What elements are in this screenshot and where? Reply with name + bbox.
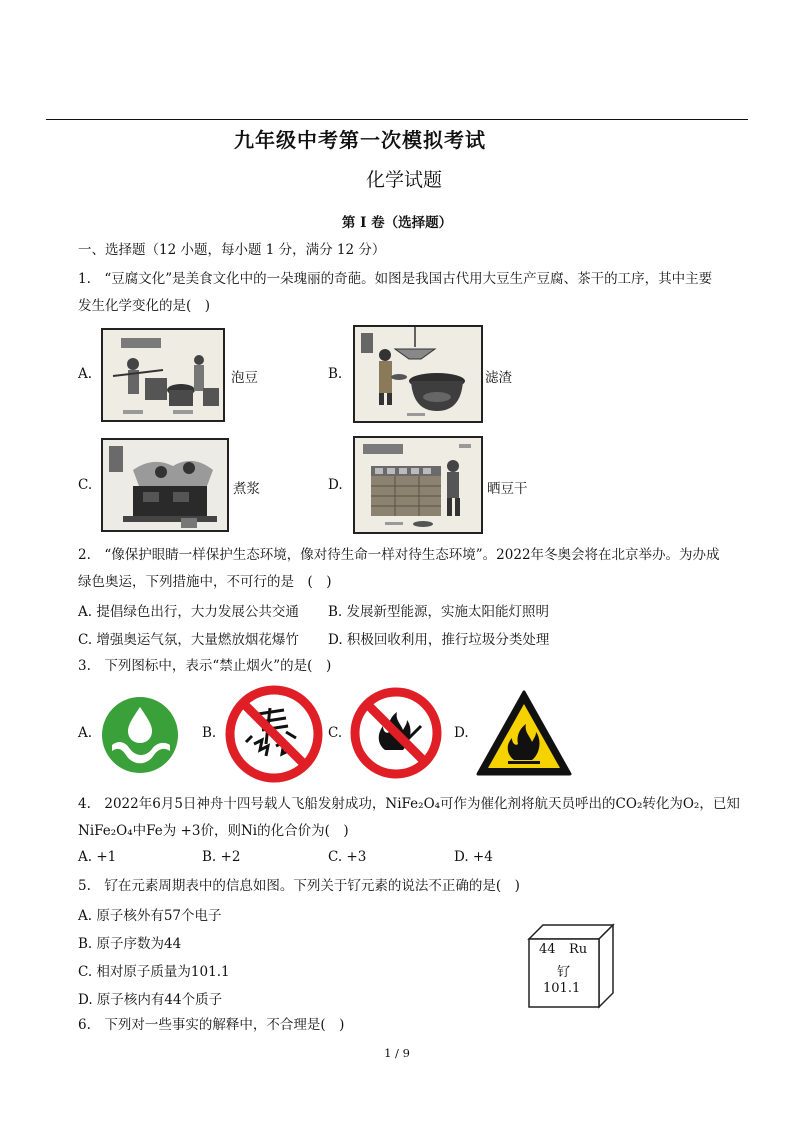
q5-option-d: D. 原子核内有44个质子 [78,992,223,1008]
element-symbol: Ru [569,942,588,957]
q3-option-a-letter: A. [78,725,93,741]
q1-option-a-letter: A. [78,366,93,382]
water-saving-sign-icon [100,695,180,775]
q4-stem-line2: NiFe₂O₄中Fe为 +3价，则Ni的化合价为( ) [78,823,349,839]
soaking-beans-illustration [101,328,225,422]
q2-option-d: D. 积极回收利用，推行垃圾分类处理 [328,632,550,648]
q1-stem-line1: 1. “豆腐文化”是美食文化中的一朵瑰丽的奇葩。如图是我国古代用大豆生产豆腐、茶干的工序，其中主要 [78,271,713,287]
paper-heading: 第 I 卷（选择题） [341,215,453,231]
filtering-residue-illustration [353,325,483,423]
q3-option-b-letter: B. [202,725,217,741]
q2-option-c: C. 增强奥运气氛，大量燃放烟花爆竹 [78,632,299,648]
no-firecrackers-sign-icon [224,684,324,784]
q4-stem-line1: 4. 2022年6月5日神舟十四号载人飞船发射成功，NiFe₂O₄可作为催化剂将航天员呼出的CO₂转化为O₂，已知 [78,796,740,812]
section-heading: 一、选择题（12 小题，每小题 1 分，满分 12 分） [78,242,386,258]
q3-option-c-letter: C. [328,725,343,741]
q6-stem-line1: 6. 下列对一些事实的解释中，不合理是( ) [78,1017,345,1033]
q1-option-c-letter: C. [78,477,93,493]
q4-option-a: A. +1 [78,849,117,865]
q2-option-b: B. 发展新型能源，实施太阳能灯照明 [328,604,550,620]
q5-option-c: C. 相对原子质量为101.1 [78,964,230,980]
q1-option-d-letter: D. [328,477,343,493]
q5-option-b: B. 原子序数为44 [78,936,182,952]
header-rule [46,119,748,120]
q3-stem-line1: 3. 下列图标中，表示“禁止烟火”的是( ) [78,658,332,674]
atomic-mass: 101.1 [543,981,581,996]
flammable-warning-sign-icon [474,688,574,778]
q3-option-d-letter: D. [454,725,469,741]
exam-title: 九年级中考第一次模拟考试 [234,128,486,152]
q5-stem-line1: 5. 钌在元素周期表中的信息如图。下列关于钌元素的说法不正确的是( ) [78,878,520,894]
q2-stem-line2: 绿色奥运，下列措施中，不可行的是 ( ) [78,574,332,590]
page-number: 1 / 9 [384,1046,410,1060]
q1-option-d-caption: 晒豆干 [487,481,528,497]
q2-option-a: A. 提倡绿色出行，大力发展公共交通 [78,604,299,620]
q1-option-b-caption: 滤渣 [485,370,512,386]
element-name: 钌 [557,965,571,980]
drying-tofu-illustration [353,436,483,534]
q1-option-a-caption: 泡豆 [231,370,258,386]
exam-subject: 化学试题 [366,169,443,191]
q4-option-c: C. +3 [328,849,367,865]
q2-stem-line1: 2. “像保护眼睛一样保护生态环境，像对待生命一样对待生态环境”。2022年冬奥会将在北京举办。为办成 [78,547,720,563]
q1-option-c-caption: 煮浆 [233,481,260,497]
boiling-pulp-illustration [101,438,229,532]
no-open-flame-sign-icon [349,686,443,780]
q4-option-b: B. +2 [202,849,241,865]
q5-option-a: A. 原子核外有57个电子 [78,908,222,924]
q4-option-d: D. +4 [454,849,493,865]
periodic-table-tile [527,923,615,1009]
q1-stem-line2: 发生化学变化的是( ) [78,298,211,314]
atomic-number: 44 [539,942,556,957]
q1-option-b-letter: B. [328,366,343,382]
